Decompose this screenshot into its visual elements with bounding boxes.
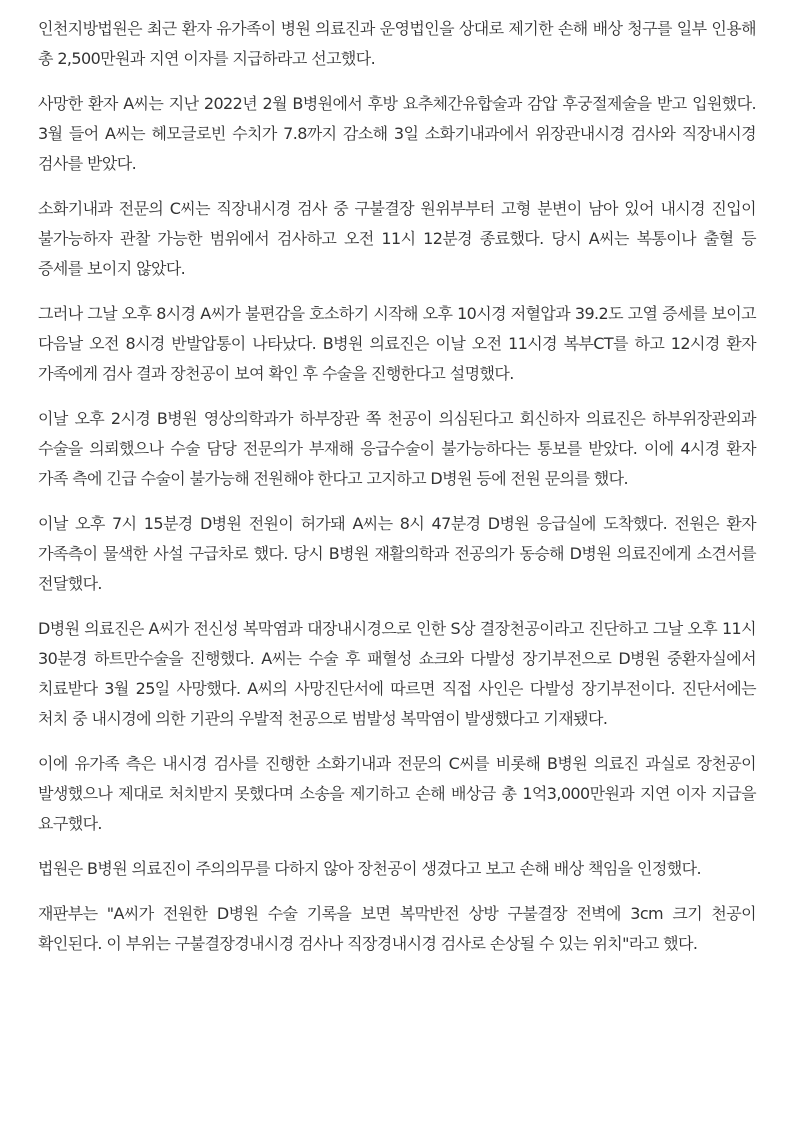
paragraph-9: 법원은 B병원 의료진이 주의의무를 다하지 않아 장천공이 생겼다고 보고 손해 배상 책임을 인정했다. — [38, 859, 701, 878]
paragraph-4: 그러나 그날 오후 8시경 A씨가 불편감을 호소하기 시작해 오후 10시경 저혈압과 39.2도 고열 증세를 보이고 다음날 오전 8시경 반발압통이 나타났다. B병원 의료진은 이날 오전 11시경 복부CT를 하고 12시경 환자 가족에게 검사 결과 장천공이 보여 확인 후 수술을 진행한다고 설명했다. — [38, 304, 756, 383]
paragraph-1: 인천지방법원은 최근 환자 유가족이 병원 의료진과 운영법인을 상대로 제기한 손해 배상 청구를 일부 인용해 총 2,500만원과 지연 이자를 지급하라고 선고했다. — [38, 19, 756, 68]
paragraph-10: 재판부는 "A씨가 전원한 D병원 수술 기록을 보면 복막반전 상방 구불결장 전벽에 3cm 크기 천공이 확인된다. 이 부위는 구불결장경내시경 검사나 직장경내시경 검사로 손상될 수 있는 위치"라고 했다. — [38, 904, 756, 953]
paragraph-7: D병원 의료진은 A씨가 전신성 복막염과 대장내시경으로 인한 S상 결장천공이라고 진단하고 그날 오후 11시 30분경 하트만수술을 진행했다. A씨는 수술 후 패혈성 쇼크와 다발성 장기부전으로 D병원 중환자실에서 치료받다 3월 25일 사망했다. A씨의 사망진단서에 따르면 직접 사인은 다발성 장기부전이다. 진단서에는 처치 중 내시경에 의한 기관의 우발적 천공으로 범발성 복막염이 발생했다고 기재됐다. — [38, 619, 756, 728]
paragraph-6: 이날 오후 7시 15분경 D병원 전원이 허가돼 A씨는 8시 47분경 D병원 응급실에 도착했다. 전원은 환자 가족측이 물색한 사설 구급차로 했다. 당시 B병원 재활의학과 전공의가 동승해 D병원 의료진에게 소견서를 전달했다. — [38, 514, 756, 593]
paragraph-5: 이날 오후 2시경 B병원 영상의학과가 하부장관 쪽 천공이 의심된다고 회신하자 의료진은 하부위장관외과 수술을 의뢰했으나 수술 담당 전문의가 부재해 응급수술이 불가능하다는 통보를 받았다. 이에 4시경 환자 가족 측에 긴급 수술이 불가능해 전원해야 한다고 고지하고 D병원 등에 전원 문의를 했다. — [38, 409, 756, 488]
article-body — [38, 14, 756, 974]
paragraph-8: 이에 유가족 측은 내시경 검사를 진행한 소화기내과 전문의 C씨를 비롯해 B병원 의료진 과실로 장천공이 발생했으나 제대로 처치받지 못했다며 소송을 제기하고 손해 배상금 총 1억3,000만원과 지연 이자 지급을 요구했다. — [38, 754, 756, 833]
paragraph-2: 사망한 환자 A씨는 지난 2022년 2월 B병원에서 후방 요추체간유합술과 감압 후궁절제술을 받고 입원했다. 3월 들어 A씨는 헤모글로빈 수치가 7.8까지 감소해 3일 소화기내과에서 위장관내시경 검사와 직장내시경 검사를 받았다. — [38, 94, 756, 173]
paragraph-3: 소화기내과 전문의 C씨는 직장내시경 검사 중 구불결장 원위부부터 고형 분변이 남아 있어 내시경 진입이 불가능하자 관찰 가능한 범위에서 검사하고 오전 11시 12분경 종료했다. 당시 A씨는 복통이나 출혈 등 증세를 보이지 않았다. — [38, 199, 756, 278]
